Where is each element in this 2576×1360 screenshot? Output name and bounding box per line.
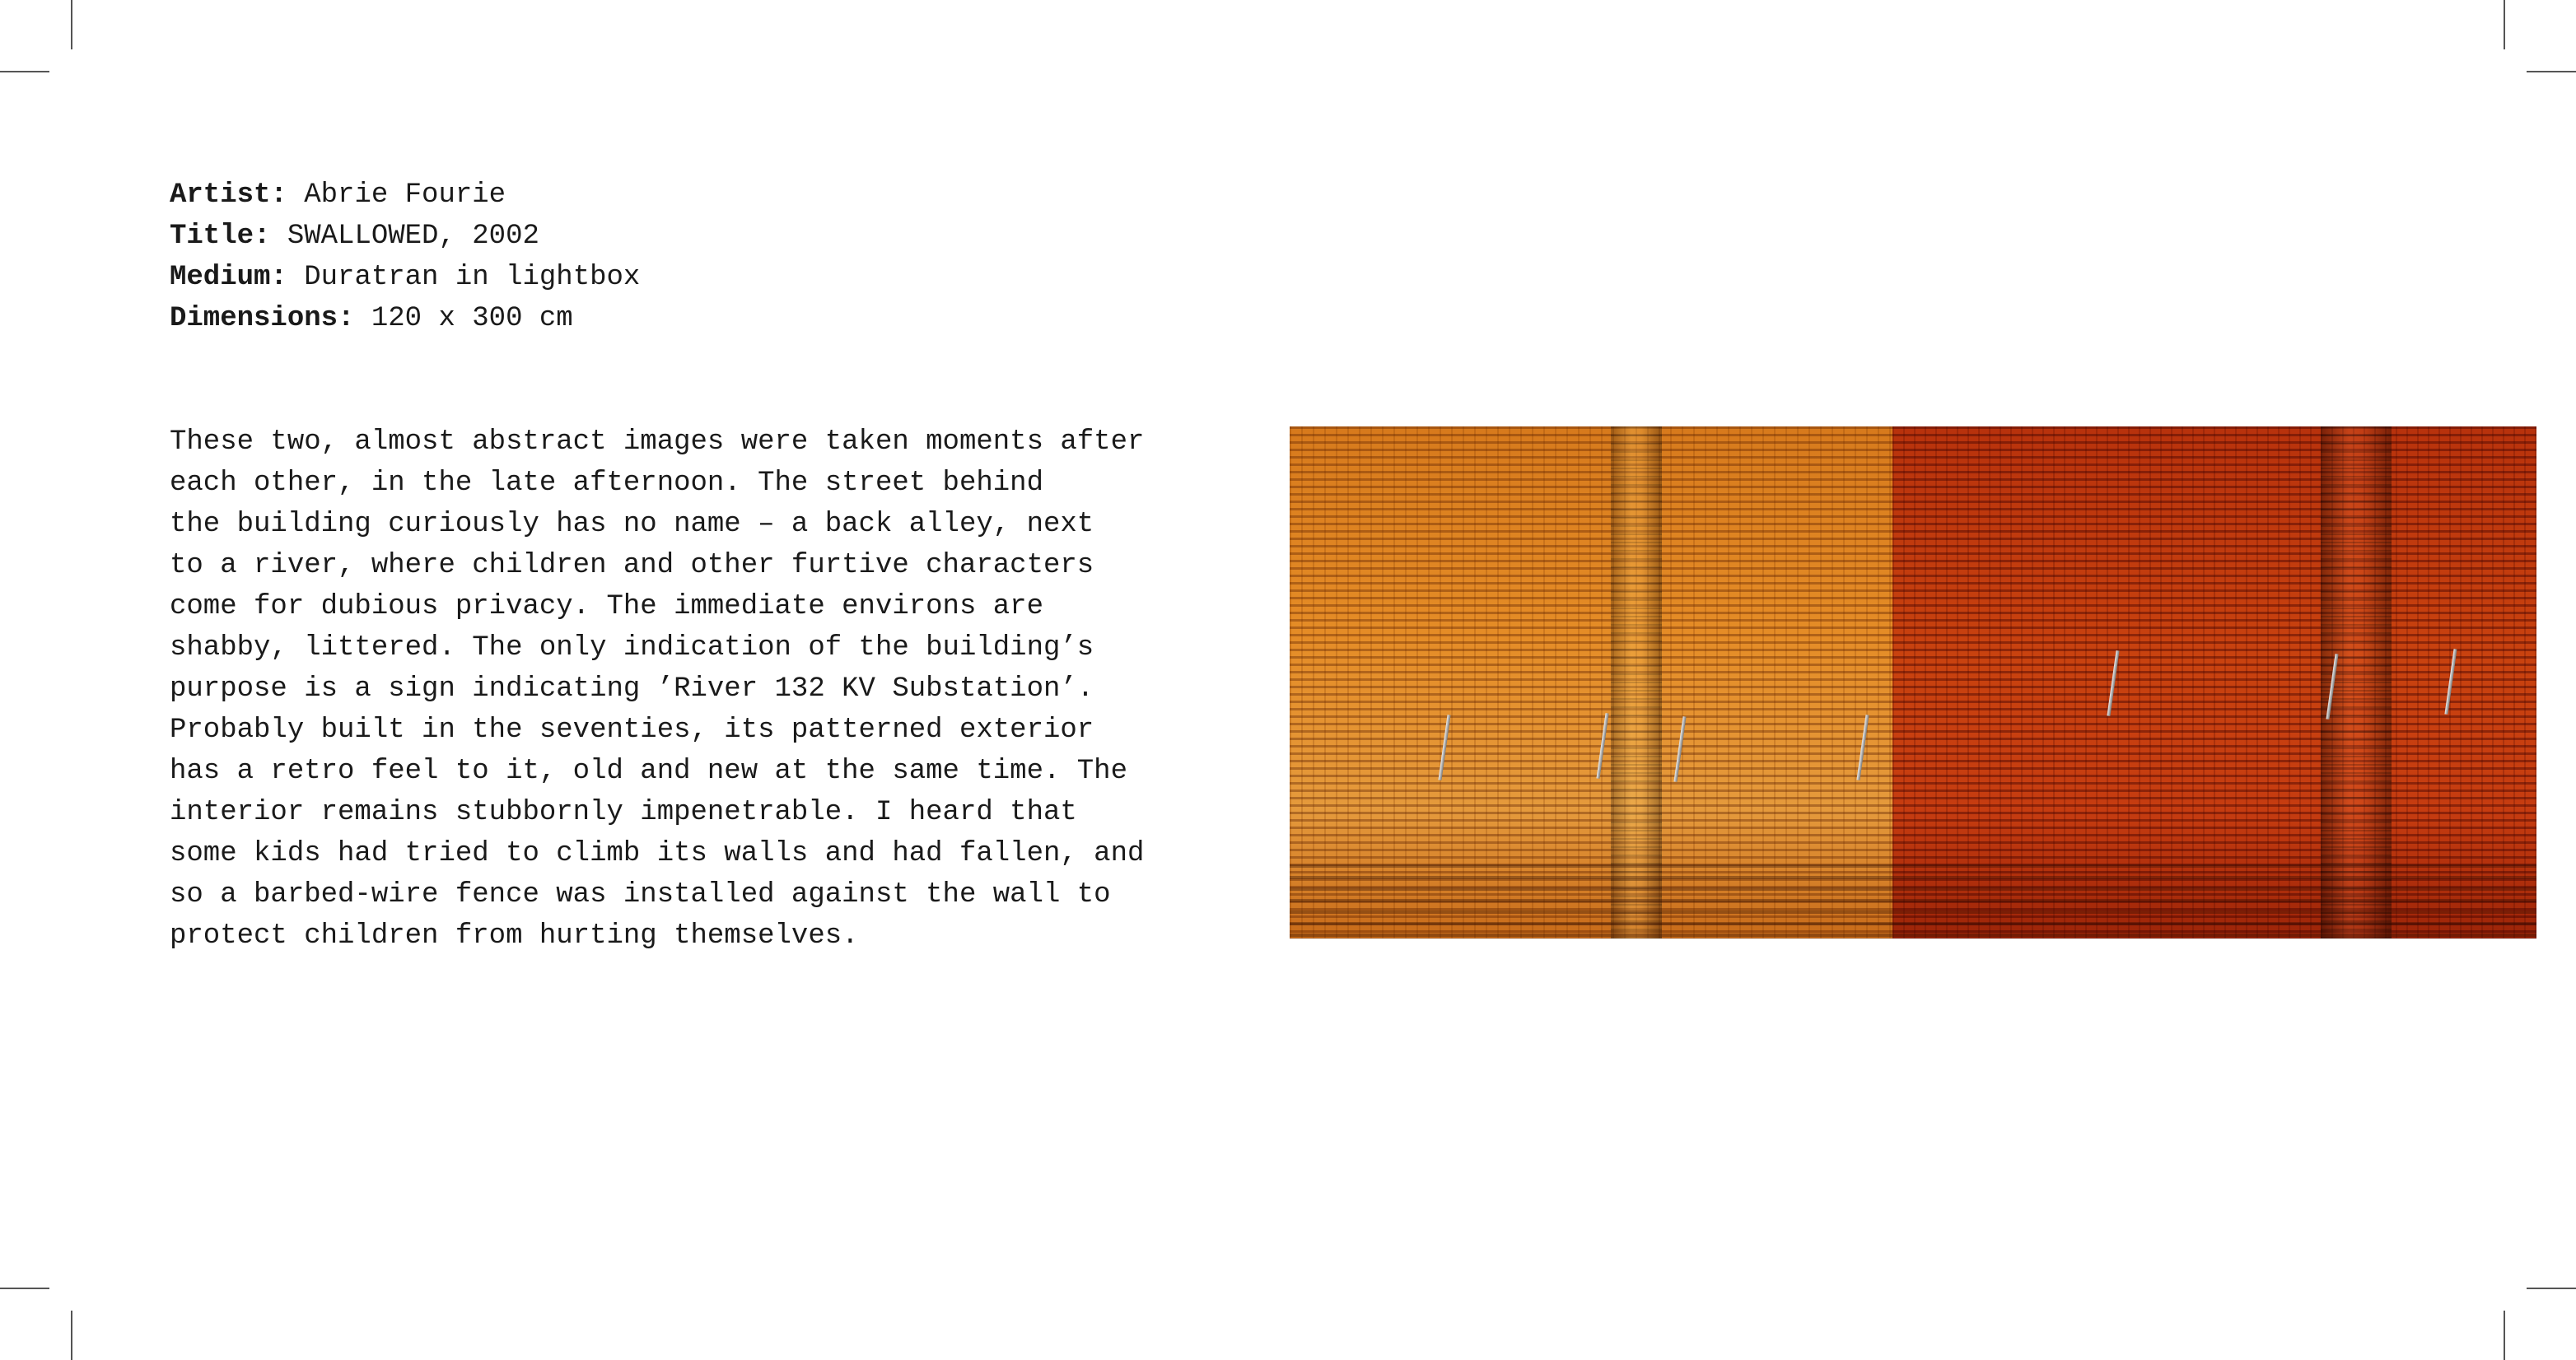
crop-mark-bottom-left-horizontal	[0, 1288, 49, 1289]
wall-rod	[1856, 715, 1869, 780]
description-line: so a barbed-wire fence was installed against the wall to	[170, 879, 1111, 911]
description-line: come for dubious privacy. The immediate environs are	[170, 591, 1043, 622]
medium-line	[170, 257, 640, 298]
description-line: some kids had tried to climb its walls and had fallen, and	[170, 838, 1145, 869]
wall-rod	[2107, 650, 2119, 716]
crop-mark-top-right-horizontal	[2527, 71, 2576, 72]
wall-rod	[1596, 713, 1608, 779]
description-line: has a retro feel to it, old and new at the same time. The	[170, 756, 1127, 787]
crop-mark-top-left-vertical	[71, 0, 72, 49]
description-line: shabby, littered. The only indication of the building’s	[170, 632, 1094, 664]
title-label: Title:	[170, 221, 271, 252]
artwork-panel-orange	[1290, 426, 1892, 938]
artist-label: Artist:	[170, 179, 287, 211]
brick-steps	[1290, 864, 1892, 938]
title-value: SWALLOWED, 2002	[287, 221, 539, 252]
crop-mark-top-right-vertical	[2504, 0, 2505, 49]
dimensions-value: 120 x 300 cm	[371, 303, 573, 334]
artist-value: Abrie Fourie	[304, 179, 506, 211]
wall-rod	[1673, 716, 1686, 782]
description-line: Probably built in the seventies, its patterned exterior	[170, 715, 1094, 746]
medium-value: Duratran in lightbox	[304, 262, 641, 293]
dimensions-line	[170, 298, 640, 339]
artwork-panel-red	[1892, 426, 2536, 938]
crop-mark-bottom-right-horizontal	[2527, 1288, 2576, 1289]
medium-label: Medium:	[170, 262, 287, 293]
artwork-image	[1290, 426, 2536, 938]
description-line: interior remains stubbornly impenetrable. I heard that	[170, 797, 1077, 828]
description-line: each other, in the late afternoon. The street behind	[170, 468, 1043, 499]
description-line: the building curiously has no name – a back alley, next	[170, 509, 1094, 540]
crop-mark-top-left-horizontal	[0, 71, 49, 72]
brick-steps	[1892, 864, 2536, 938]
description-line: to a river, where children and other furtive characters	[170, 550, 1094, 581]
description-line: These two, almost abstract images were taken moments after	[170, 426, 1145, 458]
crop-mark-bottom-right-vertical	[2504, 1311, 2505, 1360]
description-paragraph	[170, 422, 1240, 957]
crop-mark-bottom-left-vertical	[71, 1311, 72, 1360]
wall-rod	[1438, 715, 1450, 780]
description-line: purpose is a sign indicating ’River 132 KV Substation’.	[170, 673, 1094, 705]
dimensions-label: Dimensions:	[170, 303, 355, 334]
title-line	[170, 216, 640, 257]
artist-line	[170, 175, 640, 216]
description-line: protect children from hurting themselves.	[170, 920, 859, 952]
wall-rod	[2444, 649, 2457, 715]
artwork-metadata	[170, 175, 640, 339]
brick-column	[1611, 426, 1662, 938]
